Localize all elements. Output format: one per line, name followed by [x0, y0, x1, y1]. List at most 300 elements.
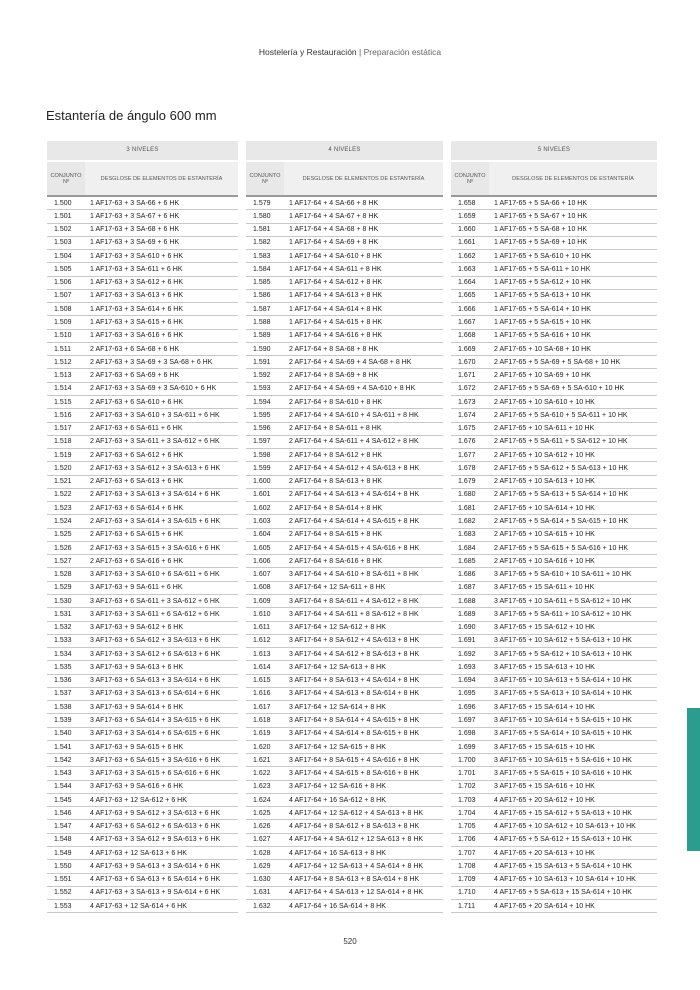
conjunto-number: 1.623: [253, 783, 271, 791]
desglose-text: 3 AF17-64 + 4 SA-610 + 8 SA-611 + 8 HK: [289, 571, 419, 579]
desglose-text: 4 AF17-64 + 12 SA-613 + 4 SA-614 + 8 HK: [289, 862, 424, 870]
desglose-text: 1 AF17-63 + 3 SA-69 + 6 HK: [90, 239, 180, 247]
conjunto-number: 1.677: [458, 451, 476, 459]
conjunto-number: 1.680: [458, 491, 476, 499]
table-row: [451, 250, 657, 263]
desglose-text: 3 AF17-64 + 4 SA-614 + 8 SA-615 + 8 HK: [289, 730, 420, 738]
conjunto-number: 1.599: [253, 464, 271, 472]
desglose-text: 2 AF17-64 + 4 SA-69 + 4 SA-610 + 8 HK: [289, 385, 416, 393]
conjunto-number: 1.595: [253, 411, 271, 419]
table-row: [451, 423, 657, 436]
desglose-text: 3 AF17-63 + 3 SA-614 + 6 SA-615 + 6 HK: [90, 730, 221, 738]
conjunto-number: 1.683: [458, 531, 476, 539]
table-4-niveles: [246, 141, 443, 913]
conjunto-number: 1.514: [54, 385, 72, 393]
desglose-text: 1 AF17-64 + 4 SA-610 + 8 HK: [289, 252, 383, 260]
column-header-conjunto: CONJUNTO Nº: [47, 162, 85, 195]
desglose-text: 1 AF17-64 + 4 SA-614 + 8 HK: [289, 305, 383, 313]
desglose-text: 2 AF17-63 + 6 SA-68 + 6 HK: [90, 345, 180, 353]
conjunto-number: 1.624: [253, 796, 271, 804]
table-row: [451, 860, 657, 873]
table-row: [47, 675, 238, 688]
desglose-text: 2 AF17-65 + 10 SA-616 + 10 HK: [494, 557, 595, 565]
table-subheader: [246, 162, 443, 195]
table-row: [47, 887, 238, 900]
conjunto-number: 1.530: [54, 597, 72, 605]
desglose-text: 1 AF17-65 + 5 SA-614 + 10 HK: [494, 305, 591, 313]
table-row: [246, 834, 443, 847]
conjunto-number: 1.665: [458, 292, 476, 300]
desglose-text: 2 AF17-64 + 8 SA-68 + 8 HK: [289, 345, 379, 353]
desglose-text: 3 AF17-63 + 6 SA-611 + 3 SA-612 + 6 HK: [90, 597, 220, 605]
conjunto-number: 1.678: [458, 464, 476, 472]
table-row: [47, 542, 238, 555]
conjunto-number: 1.500: [54, 199, 72, 207]
table-row: [47, 210, 238, 223]
conjunto-number: 1.682: [458, 518, 476, 525]
desglose-text: 1 AF17-63 + 3 SA-66 + 6 HK: [90, 199, 180, 207]
desglose-text: 3 AF17-64 + 8 SA-612 + 4 SA-613 + 8 HK: [289, 637, 420, 645]
conjunto-number: 1.686: [458, 571, 476, 579]
desglose-text: 3 AF17-64 + 4 SA-615 + 8 SA-616 + 8 HK: [289, 770, 420, 778]
table-row: [246, 409, 443, 422]
desglose-text: 3 AF17-64 + 12 SA-611 + 8 HK: [289, 584, 386, 592]
conjunto-number: 1.698: [458, 730, 476, 738]
desglose-text: 2 AF17-63 + 3 SA-69 + 3 SA-68 + 6 HK: [90, 358, 213, 366]
table-row: [451, 396, 657, 409]
table-row: [47, 595, 238, 608]
conjunto-number: 1.606: [253, 557, 271, 565]
desglose-text: 2 AF17-65 + 5 SA-610 + 5 SA-611 + 10 HK: [494, 411, 628, 419]
table-row: [246, 529, 443, 542]
table-body: [47, 197, 238, 913]
desglose-text: 2 AF17-63 + 3 SA-611 + 3 SA-612 + 6 HK: [90, 438, 220, 446]
conjunto-number: 1.685: [458, 557, 476, 565]
conjunto-number: 1.592: [253, 372, 271, 380]
table-row: [246, 250, 443, 263]
conjunto-number: 1.627: [253, 836, 271, 844]
desglose-text: 3 AF17-63 + 9 SA-613 + 6 HK: [90, 663, 184, 671]
desglose-text: 2 AF17-64 + 4 SA-610 + 4 SA-611 + 8 HK: [289, 411, 419, 419]
table-row: [47, 661, 238, 674]
desglose-text: 1 AF17-63 + 3 SA-68 + 6 HK: [90, 226, 180, 234]
table-row: [47, 383, 238, 396]
desglose-text: 3 AF17-64 + 4 SA-612 + 8 SA-613 + 8 HK: [289, 650, 420, 658]
conjunto-number: 1.586: [253, 292, 271, 300]
conjunto-number: 1.666: [458, 305, 476, 313]
desglose-text: 2 AF17-63 + 3 SA-615 + 3 SA-616 + 6 HK: [90, 544, 221, 552]
desglose-text: 1 AF17-63 + 3 SA-614 + 6 HK: [90, 305, 184, 313]
desglose-text: 3 AF17-63 + 9 SA-612 + 6 HK: [90, 624, 184, 632]
table-row: [451, 515, 657, 528]
conjunto-number: 1.534: [54, 650, 72, 658]
conjunto-number: 1.701: [458, 770, 476, 778]
table-row: [451, 661, 657, 674]
desglose-text: 2 AF17-65 + 5 SA-613 + 5 SA-614 + 10 HK: [494, 491, 629, 499]
conjunto-number: 1.614: [253, 663, 271, 671]
column-header-conjunto: CONJUNTO Nº: [451, 162, 489, 195]
table-row: [47, 648, 238, 661]
conjunto-number: 1.658: [458, 199, 476, 207]
desglose-text: 2 AF17-65 + 10 SA-610 + 10 HK: [494, 398, 595, 406]
desglose-text: 1 AF17-64 + 4 SA-66 + 8 HK: [289, 199, 379, 207]
table-row: [246, 887, 443, 900]
table-row: [47, 728, 238, 741]
table-row: [246, 449, 443, 462]
desglose-text: 2 AF17-63 + 6 SA-610 + 6 HK: [90, 398, 184, 406]
desglose-text: 4 AF17-64 + 16 SA-613 + 8 HK: [289, 849, 386, 857]
conjunto-number: 1.535: [54, 663, 72, 671]
table-row: [47, 290, 238, 303]
section-tab: [687, 708, 700, 851]
desglose-text: 4 AF17-65 + 5 SA-612 + 15 SA-613 + 10 HK: [494, 836, 632, 844]
table-row: [246, 502, 443, 515]
desglose-text: 2 AF17-64 + 4 SA-613 + 4 SA-614 + 8 HK: [289, 491, 420, 499]
conjunto-number: 1.600: [253, 478, 271, 486]
desglose-text: 1 AF17-65 + 5 SA-615 + 10 HK: [494, 319, 591, 327]
table-row: [47, 409, 238, 422]
table-row: [451, 356, 657, 369]
desglose-text: 2 AF17-64 + 8 SA-612 + 8 HK: [289, 451, 383, 459]
desglose-text: 3 AF17-64 + 12 SA-615 + 8 HK: [289, 743, 386, 751]
conjunto-number: 1.518: [54, 438, 72, 446]
conjunto-number: 1.513: [54, 372, 72, 380]
desglose-text: 2 AF17-63 + 3 SA-610 + 3 SA-611 + 6 HK: [90, 411, 220, 419]
conjunto-number: 1.667: [458, 319, 476, 327]
desglose-text: 2 AF17-65 + 5 SA-615 + 5 SA-616 + 10 HK: [494, 544, 629, 552]
table-body: [246, 197, 443, 913]
desglose-text: 2 AF17-65 + 10 SA-613 + 10 HK: [494, 478, 595, 486]
desglose-text: 2 AF17-63 + 6 SA-614 + 6 HK: [90, 504, 184, 512]
conjunto-number: 1.583: [253, 252, 271, 260]
table-row: [246, 515, 443, 528]
table-row: [47, 555, 238, 568]
desglose-text: 3 AF17-65 + 5 SA-612 + 10 SA-613 + 10 HK: [494, 650, 632, 658]
desglose-text: 4 AF17-63 + 12 SA-614 + 6 HK: [90, 902, 187, 910]
desglose-text: 3 AF17-65 + 5 SA-613 + 10 SA-614 + 10 HK: [494, 690, 632, 698]
conjunto-number: 1.501: [54, 212, 72, 220]
conjunto-number: 1.602: [253, 504, 271, 512]
conjunto-number: 1.669: [458, 345, 476, 353]
table-row: [47, 701, 238, 714]
desglose-text: 1 AF17-65 + 5 SA-68 + 10 HK: [494, 226, 588, 234]
conjunto-number: 1.710: [458, 889, 476, 897]
desglose-text: 4 AF17-65 + 20 SA-612 + 10 HK: [494, 796, 595, 804]
conjunto-number: 1.591: [253, 358, 271, 366]
desglose-text: 3 AF17-64 + 8 SA-614 + 4 SA-615 + 8 HK: [289, 716, 420, 724]
table-row: [451, 820, 657, 833]
desglose-text: 1 AF17-64 + 4 SA-612 + 8 HK: [289, 279, 383, 287]
table-row: [451, 741, 657, 754]
table-row: [47, 754, 238, 767]
table-row: [47, 794, 238, 807]
table-row: [246, 794, 443, 807]
table-row: [451, 303, 657, 316]
desglose-text: 3 AF17-64 + 8 SA-615 + 4 SA-616 + 8 HK: [289, 756, 420, 764]
table-row: [451, 754, 657, 767]
desglose-text: 2 AF17-65 + 10 SA-611 + 10 HK: [494, 425, 595, 433]
conjunto-number: 1.705: [458, 823, 476, 831]
desglose-text: 1 AF17-65 + 5 SA-67 + 10 HK: [494, 212, 588, 220]
desglose-text: 2 AF17-64 + 8 SA-614 + 8 HK: [289, 504, 383, 512]
conjunto-number: 1.507: [54, 292, 72, 300]
table-row: [47, 820, 238, 833]
table-row: [451, 462, 657, 475]
conjunto-number: 1.551: [54, 876, 72, 884]
column-header-desglose: DESGLOSE DE ELEMENTOS DE ESTANTERÍA: [512, 175, 634, 182]
conjunto-number: 1.548: [54, 836, 72, 844]
desglose-text: 1 AF17-63 + 3 SA-612 + 6 HK: [90, 279, 184, 287]
table-row: [451, 648, 657, 661]
table-row: [451, 489, 657, 502]
desglose-text: 2 AF17-63 + 6 SA-613 + 6 HK: [90, 478, 184, 486]
conjunto-number: 1.587: [253, 305, 271, 313]
conjunto-number: 1.708: [458, 862, 476, 870]
desglose-text: 3 AF17-65 + 5 SA-611 + 10 SA-612 + 10 HK: [494, 610, 632, 618]
conjunto-number: 1.512: [54, 358, 72, 366]
conjunto-number: 1.603: [253, 518, 271, 525]
table-row: [246, 781, 443, 794]
table-row: [246, 754, 443, 767]
conjunto-number: 1.670: [458, 358, 476, 366]
conjunto-number: 1.617: [253, 703, 271, 711]
desglose-text: 3 AF17-65 + 5 SA-614 + 10 SA-615 + 10 HK: [494, 730, 632, 738]
conjunto-number: 1.546: [54, 809, 72, 817]
conjunto-number: 1.533: [54, 637, 72, 645]
desglose-text: 2 AF17-64 + 8 SA-615 + 8 HK: [289, 531, 383, 539]
conjunto-number: 1.523: [54, 504, 72, 512]
desglose-text: 3 AF17-63 + 9 SA-611 + 6 HK: [90, 584, 183, 592]
desglose-text: 3 AF17-65 + 15 SA-613 + 10 HK: [494, 663, 595, 671]
desglose-text: 3 AF17-64 + 12 SA-614 + 8 HK: [289, 703, 386, 711]
desglose-text: 3 AF17-63 + 6 SA-615 + 3 SA-616 + 6 HK: [90, 756, 221, 764]
table-row: [451, 476, 657, 489]
conjunto-number: 1.582: [253, 239, 271, 247]
table-row: [47, 489, 238, 502]
table-row: [451, 595, 657, 608]
table-row: [47, 622, 238, 635]
conjunto-number: 1.690: [458, 624, 476, 632]
desglose-text: 4 AF17-63 + 12 SA-613 + 6 HK: [90, 849, 187, 857]
table-row: [47, 396, 238, 409]
desglose-text: 2 AF17-65 + 5 SA-611 + 5 SA-612 + 10 HK: [494, 438, 628, 446]
conjunto-number: 1.537: [54, 690, 72, 698]
table-row: [451, 263, 657, 276]
conjunto-number: 1.505: [54, 265, 72, 273]
conjunto-number: 1.629: [253, 862, 271, 870]
desglose-text: 2 AF17-65 + 10 SA-69 + 10 HK: [494, 372, 591, 380]
table-row: [246, 767, 443, 780]
conjunto-number: 1.509: [54, 319, 72, 327]
desglose-text: 1 AF17-64 + 4 SA-613 + 8 HK: [289, 292, 383, 300]
desglose-text: 4 AF17-65 + 20 SA-614 + 10 HK: [494, 902, 595, 910]
desglose-text: 1 AF17-63 + 3 SA-613 + 6 HK: [90, 292, 184, 300]
desglose-text: 4 AF17-65 + 15 SA-612 + 5 SA-613 + 10 HK: [494, 809, 632, 817]
table-row: [246, 290, 443, 303]
desglose-text: 1 AF17-65 + 5 SA-613 + 10 HK: [494, 292, 591, 300]
conjunto-number: 1.540: [54, 730, 72, 738]
table-row: [451, 277, 657, 290]
conjunto-number: 1.552: [54, 889, 72, 897]
table-row: [246, 595, 443, 608]
table-row: [47, 834, 238, 847]
table-row: [47, 423, 238, 436]
table-row: [246, 210, 443, 223]
desglose-text: 3 AF17-63 + 3 SA-613 + 6 SA-614 + 6 HK: [90, 690, 221, 698]
conjunto-number: 1.684: [458, 544, 476, 552]
table-row: [246, 489, 443, 502]
conjunto-number: 1.539: [54, 716, 72, 724]
table-row: [246, 900, 443, 913]
table-row: [451, 900, 657, 913]
header-separator: |: [359, 47, 362, 57]
table-subheader: [47, 162, 238, 195]
conjunto-number: 1.675: [458, 425, 476, 433]
desglose-text: 2 AF17-63 + 6 SA-611 + 6 HK: [90, 425, 183, 433]
table-row: [47, 582, 238, 595]
table-row: [451, 688, 657, 701]
conjunto-number: 1.622: [253, 770, 271, 778]
conjunto-number: 1.549: [54, 849, 72, 857]
table-title: 3 NIVELES: [47, 141, 238, 160]
conjunto-number: 1.692: [458, 650, 476, 658]
conjunto-number: 1.524: [54, 518, 72, 525]
conjunto-number: 1.628: [253, 849, 271, 857]
conjunto-number: 1.520: [54, 464, 72, 472]
conjunto-number: 1.506: [54, 279, 72, 287]
table-row: [47, 462, 238, 475]
desglose-text: 1 AF17-65 + 5 SA-610 + 10 HK: [494, 252, 591, 260]
conjunto-number: 1.608: [253, 584, 271, 592]
desglose-text: 1 AF17-63 + 3 SA-615 + 6 HK: [90, 319, 184, 327]
table-row: [246, 728, 443, 741]
desglose-text: 3 AF17-65 + 10 SA-611 + 5 SA-612 + 10 HK: [494, 597, 632, 605]
desglose-text: 1 AF17-65 + 5 SA-69 + 10 HK: [494, 239, 588, 247]
table-row: [451, 767, 657, 780]
conjunto-number: 1.550: [54, 862, 72, 870]
conjunto-number: 1.711: [458, 902, 475, 910]
desglose-text: 4 AF17-65 + 10 SA-613 + 10 SA-614 + 10 HK: [494, 876, 636, 884]
table-row: [246, 820, 443, 833]
conjunto-number: 1.604: [253, 531, 271, 539]
conjunto-number: 1.662: [458, 252, 476, 260]
desglose-text: 1 AF17-64 + 4 SA-67 + 8 HK: [289, 212, 379, 220]
table-row: [47, 316, 238, 329]
conjunto-number: 1.663: [458, 265, 476, 273]
table-row: [47, 224, 238, 237]
table-row: [47, 767, 238, 780]
column-header-desglose: DESGLOSE DE ELEMENTOS DE ESTANTERÍA: [302, 175, 425, 182]
conjunto-number: 1.510: [54, 332, 72, 340]
conjunto-number: 1.597: [253, 438, 271, 446]
conjunto-number: 1.691: [458, 637, 476, 645]
conjunto-number: 1.707: [458, 849, 476, 857]
conjunto-number: 1.631: [253, 889, 271, 897]
table-row: [47, 476, 238, 489]
conjunto-number: 1.580: [253, 212, 271, 220]
conjunto-number: 1.541: [54, 743, 72, 751]
desglose-text: 2 AF17-63 + 3 SA-613 + 3 SA-614 + 6 HK: [90, 491, 221, 499]
conjunto-number: 1.696: [458, 703, 476, 711]
conjunto-number: 1.668: [458, 332, 476, 340]
table-row: [246, 741, 443, 754]
table-row: [47, 714, 238, 727]
desglose-text: 4 AF17-63 + 6 SA-613 + 6 SA-614 + 6 HK: [90, 876, 221, 884]
desglose-text: 2 AF17-65 + 5 SA-69 + 5 SA-68 + 10 HK: [494, 358, 621, 366]
table-row: [246, 635, 443, 648]
conjunto-number: 1.659: [458, 212, 476, 220]
table-row: [47, 807, 238, 820]
desglose-text: 3 AF17-64 + 12 SA-612 + 8 HK: [289, 624, 386, 632]
table-row: [451, 847, 657, 860]
conjunto-number: 1.612: [253, 637, 271, 645]
desglose-text: 3 AF17-63 + 9 SA-615 + 6 HK: [90, 743, 184, 751]
desglose-text: 4 AF17-65 + 10 SA-612 + 10 SA-613 + 10 HK: [494, 823, 636, 831]
table-row: [246, 542, 443, 555]
conjunto-number: 1.528: [54, 571, 72, 579]
tables-container: [47, 141, 657, 913]
header-subsection: Preparación estática: [363, 47, 442, 57]
desglose-text: 3 AF17-63 + 9 SA-616 + 6 HK: [90, 783, 184, 791]
desglose-text: 3 AF17-65 + 10 SA-612 + 5 SA-613 + 10 HK: [494, 637, 632, 645]
desglose-text: 2 AF17-64 + 8 SA-616 + 8 HK: [289, 557, 383, 565]
table-row: [47, 900, 238, 913]
conjunto-number: 1.619: [253, 730, 271, 738]
conjunto-number: 1.664: [458, 279, 476, 287]
conjunto-number: 1.689: [458, 610, 476, 618]
table-row: [47, 781, 238, 794]
desglose-text: 1 AF17-64 + 4 SA-611 + 8 HK: [289, 265, 382, 273]
table-row: [47, 303, 238, 316]
conjunto-number: 1.594: [253, 398, 271, 406]
conjunto-number: 1.532: [54, 624, 72, 632]
conjunto-number: 1.621: [253, 756, 271, 764]
running-header: [0, 47, 700, 57]
table-row: [47, 529, 238, 542]
table-row: [246, 807, 443, 820]
conjunto-number: 1.661: [458, 239, 476, 247]
conjunto-number: 1.529: [54, 584, 72, 592]
conjunto-number: 1.503: [54, 239, 72, 247]
table-row: [246, 316, 443, 329]
desglose-text: 1 AF17-65 + 5 SA-616 + 10 HK: [494, 332, 591, 340]
conjunto-number: 1.544: [54, 783, 72, 791]
desglose-text: 2 AF17-65 + 5 SA-612 + 5 SA-613 + 10 HK: [494, 464, 629, 472]
page-number: 520: [343, 937, 357, 946]
table-row: [246, 582, 443, 595]
conjunto-number: 1.596: [253, 425, 271, 433]
conjunto-number: 1.616: [253, 690, 271, 698]
conjunto-number: 1.672: [458, 385, 476, 393]
table-row: [47, 356, 238, 369]
conjunto-number: 1.615: [253, 677, 271, 685]
desglose-text: 2 AF17-64 + 8 SA-610 + 8 HK: [289, 398, 383, 406]
header-section: Hostelería y Restauración: [258, 47, 357, 57]
desglose-text: 2 AF17-65 + 5 SA-614 + 5 SA-615 + 10 HK: [494, 518, 629, 525]
conjunto-number: 1.632: [253, 902, 271, 910]
table-row: [451, 582, 657, 595]
desglose-text: 1 AF17-64 + 4 SA-69 + 8 HK: [289, 239, 379, 247]
table-row: [451, 330, 657, 343]
desglose-text: 3 AF17-65 + 15 SA-615 + 10 HK: [494, 743, 595, 751]
desglose-text: 3 AF17-65 + 5 SA-615 + 10 SA-616 + 10 HK: [494, 770, 632, 778]
conjunto-number: 1.521: [54, 478, 72, 486]
table-row: [47, 436, 238, 449]
conjunto-number: 1.709: [458, 876, 476, 884]
table-row: [47, 449, 238, 462]
table-row: [47, 860, 238, 873]
table-row: [47, 250, 238, 263]
